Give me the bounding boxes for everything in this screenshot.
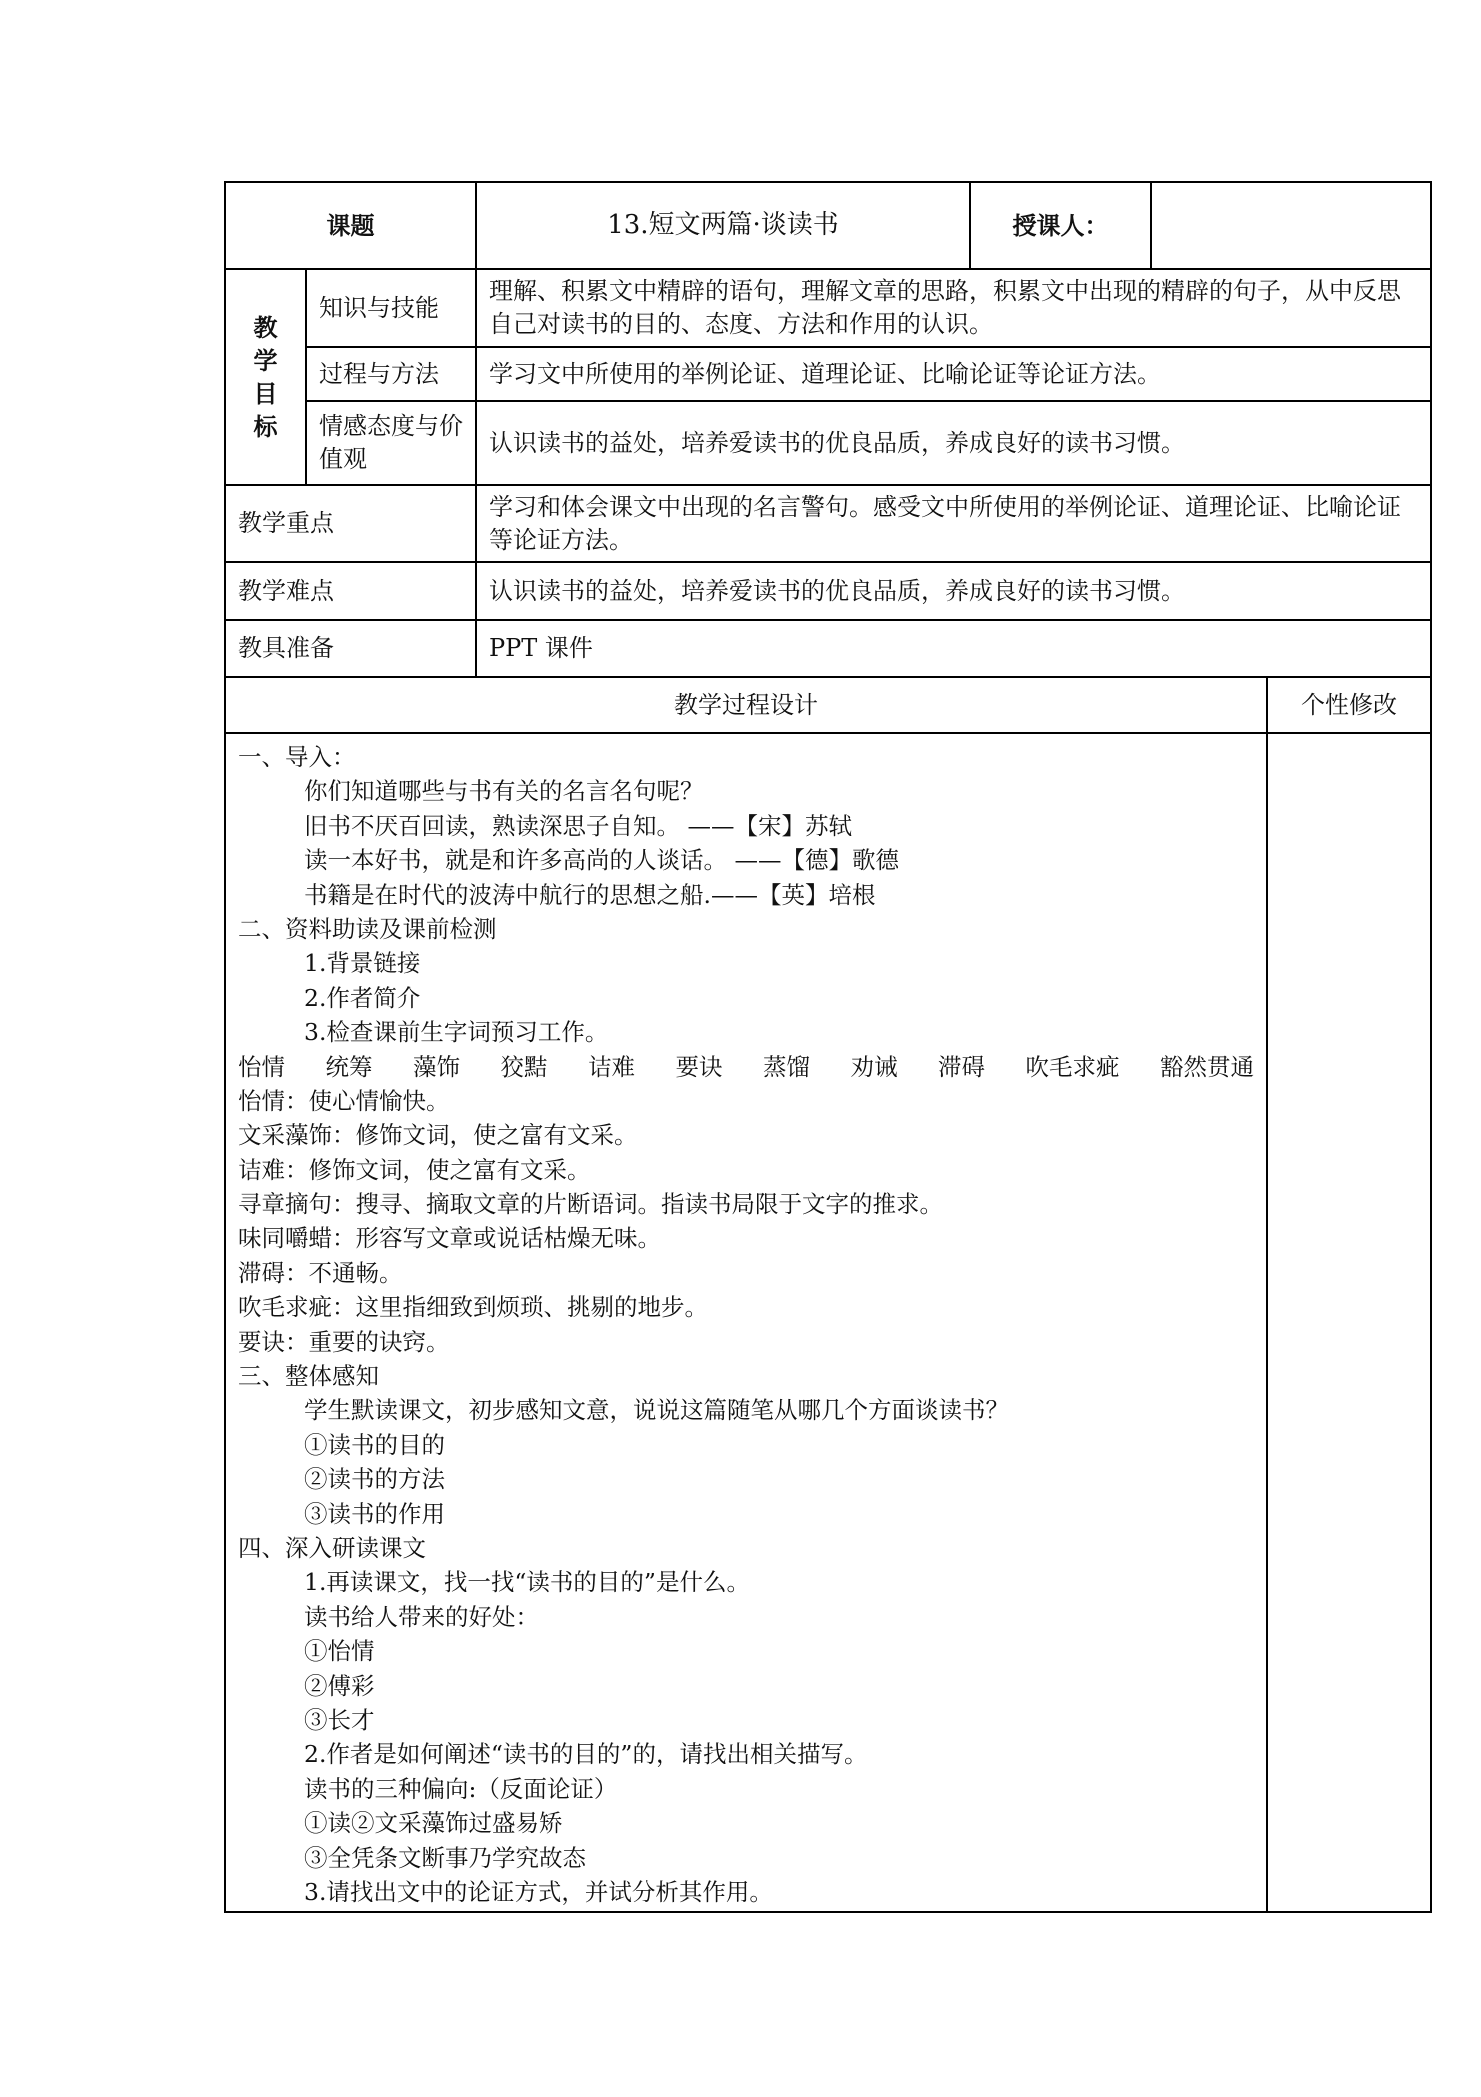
objective-row-process — [225, 347, 1431, 401]
difficulties-text: 认识读书的益处，培养爱读书的优良品质，养成良好的读书习惯。 — [476, 562, 1431, 620]
process-header: 教学过程设计 — [225, 677, 1267, 733]
process-line: ②傅彩 — [304, 1671, 375, 1700]
process-line: ②读书的方法 — [304, 1465, 445, 1494]
process-line: 你们知道哪些与书有关的名言名句呢？ — [304, 777, 704, 806]
process-line: 寻章摘句：搜寻、摘取文章的片断语词。指读书局限于文字的推求。 — [238, 1190, 943, 1219]
vocab-word: 狡黠 — [500, 1052, 548, 1081]
vocab-word: 统筹 — [325, 1052, 373, 1081]
objective-row-attitude — [225, 401, 1431, 485]
process-line: 二、资料助读及课前检测 — [238, 914, 497, 943]
process-line: 学生默读课文，初步感知文意，说说这篇随笔从哪几个方面谈读书？ — [304, 1396, 1009, 1425]
objective-text: 理解、积累文中精辟的语句，理解文章的思路，积累文中出现的精辟的句子，从中反思自己对读书的目的、态度、方法和作用的认识。 — [476, 269, 1431, 347]
process-line: 书籍是在时代的波涛中航行的思想之船.——【英】培根 — [304, 880, 876, 909]
key-points-label: 教学重点 — [225, 485, 476, 562]
process-line: ①怡情 — [304, 1637, 375, 1666]
process-line: ③读书的作用 — [304, 1499, 445, 1528]
process-line: 四、深入研读课文 — [238, 1533, 426, 1562]
objectives-char: 目 — [253, 379, 278, 408]
difficulties-row — [225, 562, 1431, 620]
objective-label: 过程与方法 — [306, 347, 476, 401]
process-line: 2.作者是如何阐述“读书的目的”的，请找出相关描写。 — [304, 1740, 868, 1769]
process-line: 一、导入： — [238, 743, 356, 771]
process-header-row — [225, 677, 1431, 733]
process-line: 3.请找出文中的论证方式，并试分析其作用。 — [304, 1877, 773, 1906]
side-notes-cell — [1267, 733, 1431, 1912]
objective-text: 学习文中所使用的举例论证、道理论证、比喻论证等论证方法。 — [476, 347, 1431, 401]
process-line: ③全凭条文断事乃学究故态 — [304, 1843, 586, 1872]
vocab-word: 藻饰 — [413, 1052, 460, 1081]
process-line: 读书给人带来的好处： — [304, 1602, 539, 1631]
process-lines — [238, 1084, 1254, 1909]
objectives-char: 教 — [253, 313, 278, 342]
process-line: 诘难：修饰文词，使之富有文采。 — [238, 1155, 591, 1184]
process-line: 文采藻饰：修饰文词，使之富有文采。 — [238, 1121, 638, 1150]
vocab-list — [238, 1050, 1254, 1084]
process-line: ①读书的目的 — [304, 1430, 445, 1459]
lesson-plan-table — [224, 181, 1432, 1913]
vocab-word: 诘难 — [588, 1052, 635, 1081]
process-line: ①读②文采藻饰过盛易矫 — [304, 1809, 563, 1838]
vocab-word: 吹毛求疵 — [1025, 1052, 1120, 1081]
process-line: 2.作者简介 — [304, 983, 421, 1012]
title-label: 课题 — [225, 182, 476, 269]
materials-label: 教具准备 — [225, 620, 476, 677]
objectives-label — [225, 269, 306, 485]
key-points-text: 学习和体会课文中出现的名言警句。感受文中所使用的举例论证、道理论证、比喻论证等论证方法。 — [476, 485, 1431, 562]
objective-text: 认识读书的益处，培养爱读书的优良品质，养成良好的读书习惯。 — [476, 401, 1431, 485]
process-line: 味同嚼蜡：形容写文章或说话枯燥无味。 — [238, 1224, 661, 1253]
process-line: 吹毛求疵：这里指细致到烦琐、挑剔的地步。 — [238, 1293, 708, 1322]
title-value: 13.短文两篇·谈读书 — [476, 182, 970, 269]
teacher-label: 授课人： — [970, 182, 1151, 269]
objective-label: 知识与技能 — [306, 269, 476, 347]
process-line: 旧书不厌百回读，熟读深思子自知。 ——【宋】苏轼 — [304, 811, 852, 840]
process-line: 滞碍：不通畅。 — [238, 1258, 403, 1287]
objective-label: 情感态度与价值观 — [306, 401, 476, 485]
objective-row-knowledge — [225, 269, 1431, 347]
vocab-word: 劝诫 — [850, 1052, 898, 1081]
vocab-word: 滞碍 — [938, 1052, 985, 1081]
vocab-word: 豁然贯通 — [1160, 1052, 1254, 1081]
process-line: 读一本好书，就是和许多高尚的人谈话。 ——【德】歌德 — [304, 846, 899, 875]
side-notes-header: 个性修改 — [1267, 677, 1431, 733]
materials-row — [225, 620, 1431, 677]
process-line: 要诀：重要的诀窍。 — [238, 1327, 450, 1356]
materials-text: PPT 课件 — [476, 620, 1431, 677]
key-points-row — [225, 485, 1431, 562]
process-line: 3.检查课前生字词预习工作。 — [304, 1018, 609, 1047]
process-body-row — [225, 733, 1431, 1912]
vocab-word: 蒸馏 — [763, 1052, 810, 1081]
objectives-char: 学 — [253, 346, 278, 375]
header-row — [225, 182, 1431, 269]
process-line: 三、整体感知 — [238, 1362, 379, 1391]
vocab-word: 要诀 — [675, 1052, 723, 1081]
process-content — [225, 733, 1267, 1912]
difficulties-label: 教学难点 — [225, 562, 476, 620]
process-line: ③长才 — [304, 1705, 375, 1734]
objectives-char: 标 — [253, 412, 278, 441]
process-line: 1.再读课文，找一找“读书的目的”是什么。 — [304, 1568, 750, 1597]
process-line: 怡情：使心情愉快。 — [238, 1086, 450, 1115]
process-line: 读书的三种偏向:（反面论证） — [304, 1774, 618, 1803]
teacher-value — [1151, 182, 1431, 269]
process-lines — [238, 740, 1254, 1050]
vocab-word: 怡情 — [238, 1052, 285, 1081]
process-line: 1.背景链接 — [304, 949, 421, 978]
